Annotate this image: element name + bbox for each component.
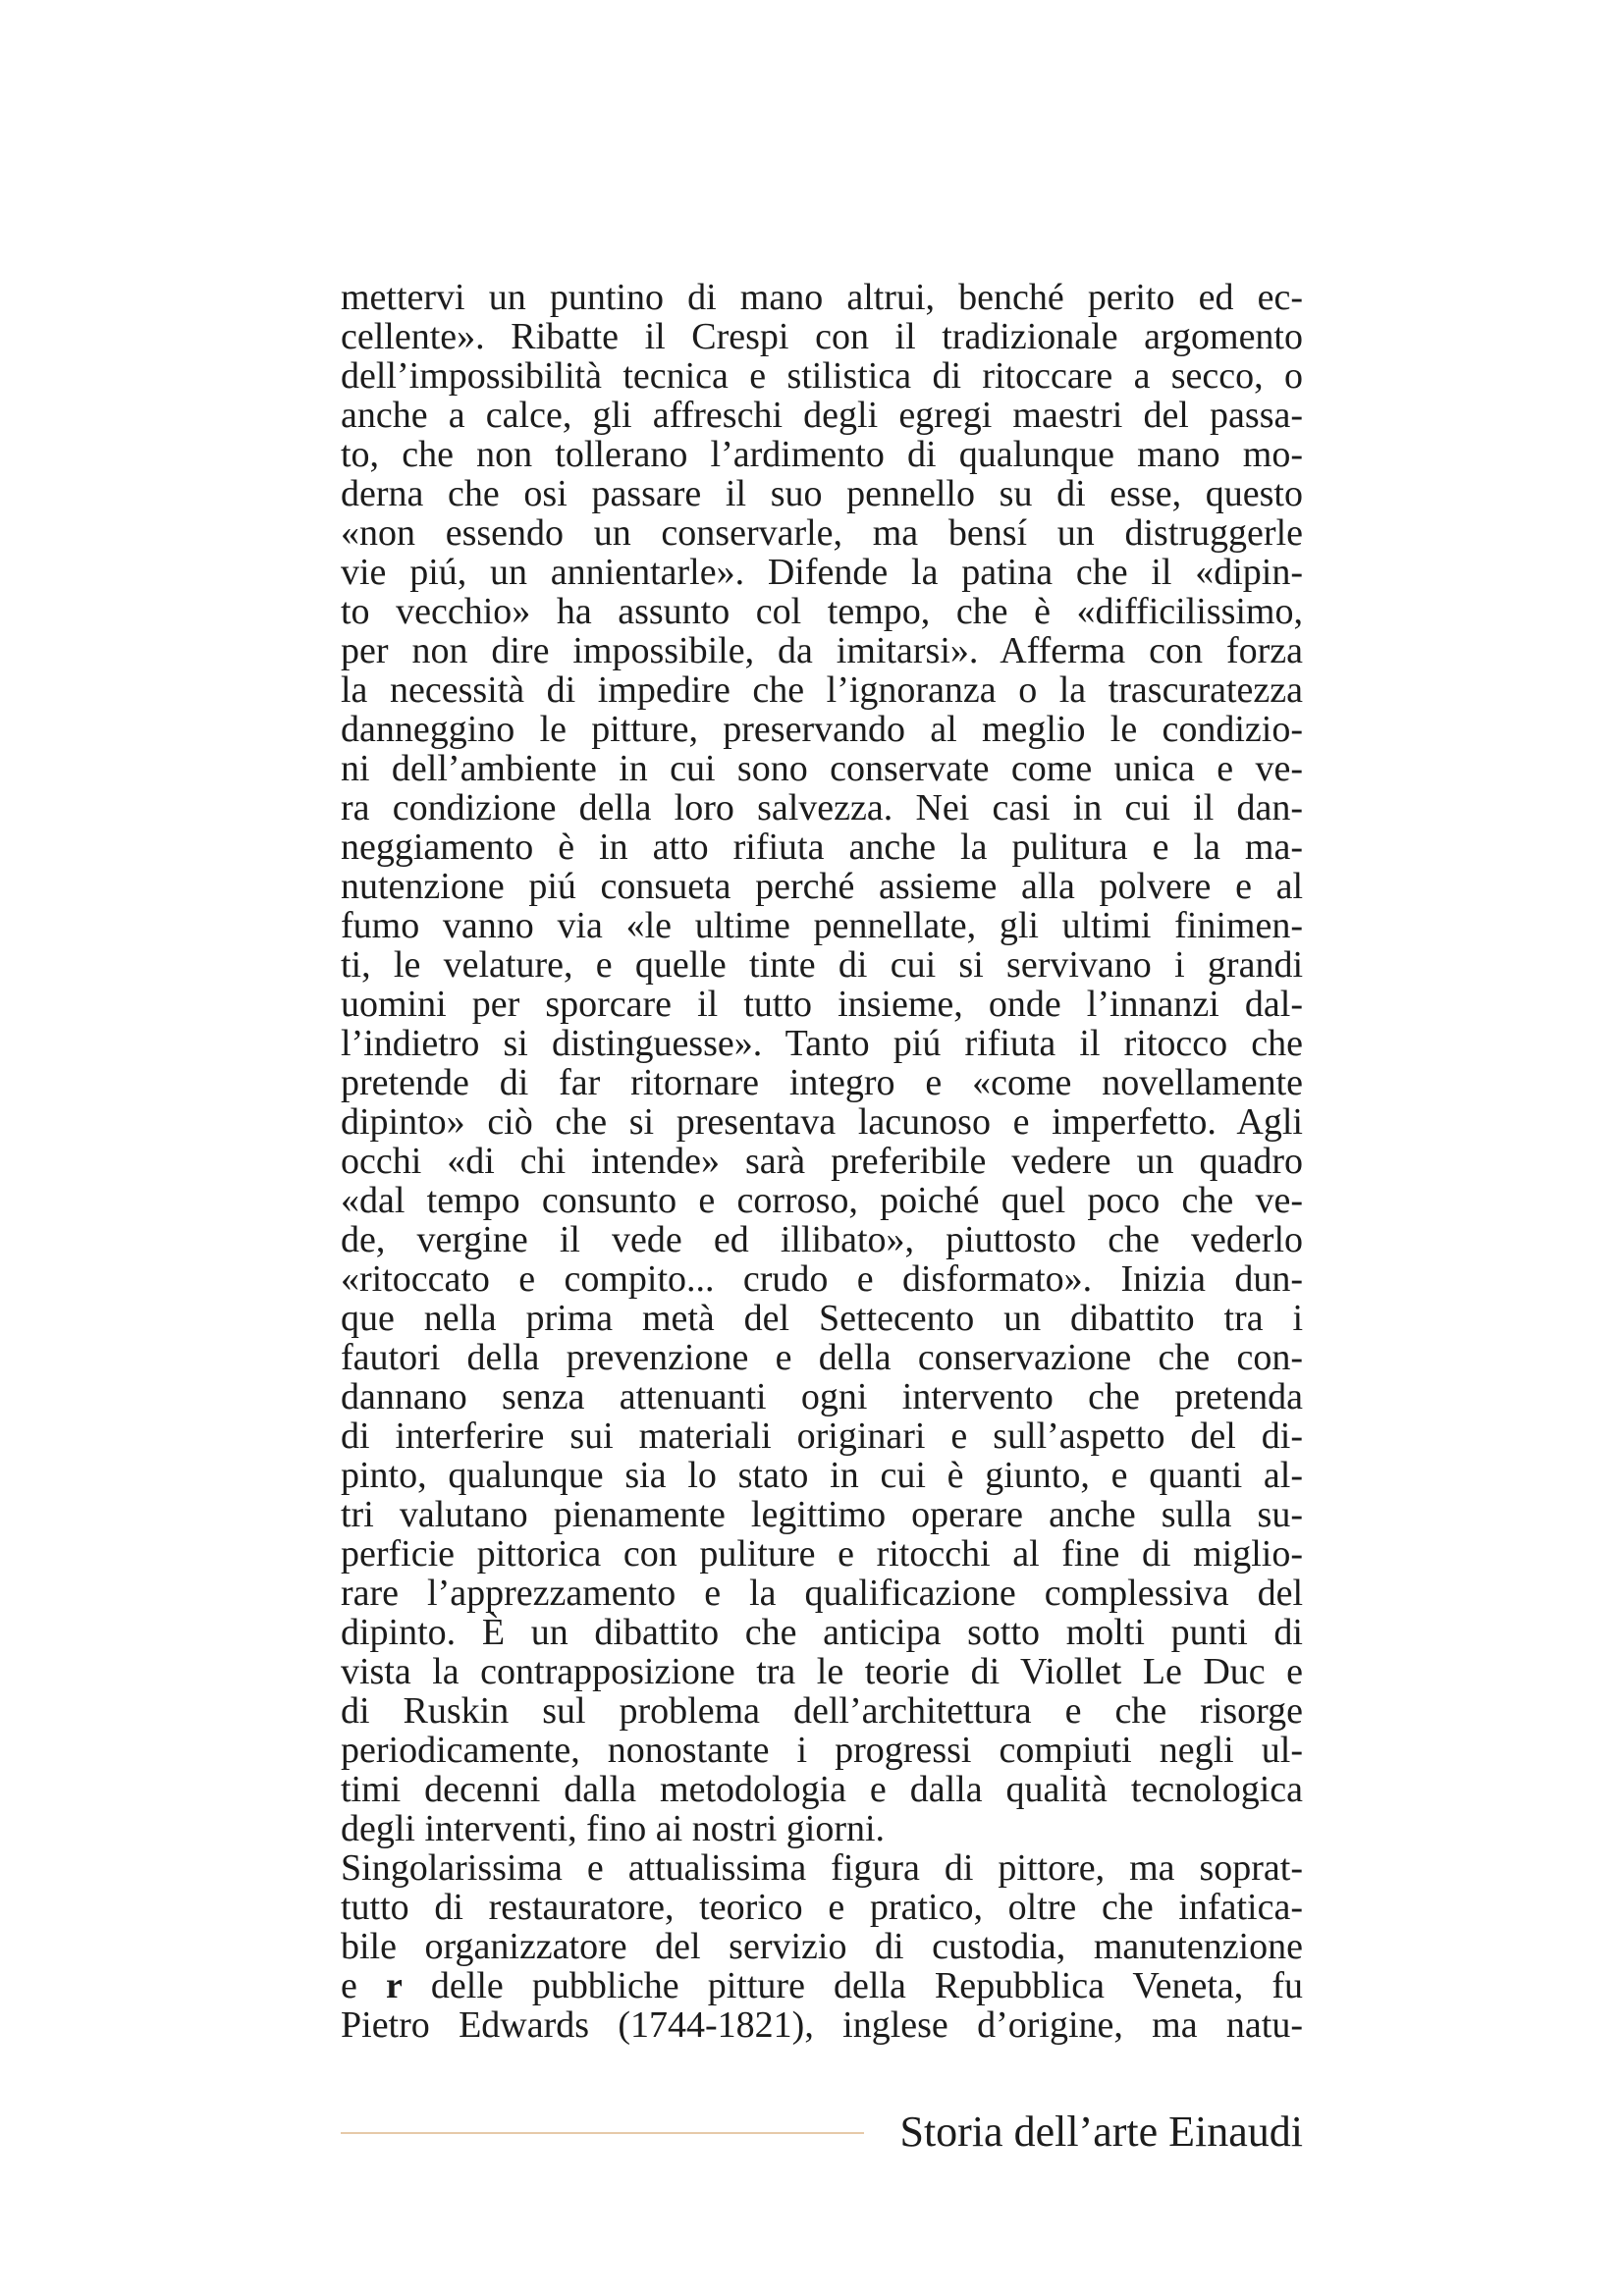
text-line: neggiamento è in atto rifiuta anche la pulitura e la ma- bbox=[341, 827, 1303, 868]
text-line: ni dell’ambiente in cui sono conservate come unica e ve- bbox=[341, 748, 1303, 789]
text-line: mettervi un puntino di mano altrui, benché perito ed ec- bbox=[341, 277, 1303, 318]
text-line: dannano senza attenuanti ogni intervento che pretenda bbox=[341, 1376, 1303, 1417]
text-line: danneggino le pitture, preservando al meglio le condizio- bbox=[341, 709, 1303, 750]
bold-letter: r bbox=[385, 1965, 403, 2006]
text-line: vista la contrapposizione tra le teorie di Viollet Le Duc e bbox=[341, 1651, 1303, 1692]
text-line: fumo vanno via «le ultime pennellate, gli ultimi finimen- bbox=[341, 905, 1303, 946]
text-line: per non dire impossibile, da imitarsi». Afferma con forza bbox=[341, 630, 1303, 671]
text-line: «non essendo un conservarle, ma bensí un distruggerle bbox=[341, 512, 1303, 554]
text-line: ti, le velature, e quelle tinte di cui si servivano i grandi bbox=[341, 944, 1303, 986]
text-line: de, vergine il vede ed illibato», piuttosto che vederlo bbox=[341, 1219, 1303, 1260]
page-footer bbox=[341, 2107, 1303, 2165]
text-line: la necessità di impedire che l’ignoranza o la trascuratezza bbox=[341, 669, 1303, 711]
footer-rule bbox=[341, 2132, 864, 2134]
text-line: di interferire sui materiali originari e sull’aspetto del di- bbox=[341, 1415, 1303, 1457]
text-line: dipinto» ciò che si presentava lacunoso e imperfetto. Agli bbox=[341, 1101, 1303, 1143]
text-line-with-bold bbox=[341, 1966, 1303, 2005]
text-line: l’indietro si distinguesse». Tanto piú rifiuta il ritocco che bbox=[341, 1023, 1303, 1064]
text-line: pinto, qualunque sia lo stato in cui è giunto, e quanti al- bbox=[341, 1455, 1303, 1496]
text-line: tri valutano pienamente legittimo operare anche sulla su- bbox=[341, 1494, 1303, 1535]
text-line: cellente». Ribatte il Crespi con il tradizionale argomento bbox=[341, 316, 1303, 357]
text-line: rare l’apprezzamento e la qualificazione complessiva del bbox=[341, 1573, 1303, 1614]
text-line: que nella prima metà del Settecento un dibattito tra i bbox=[341, 1298, 1303, 1339]
footer-title: Storia dell’arte Einaudi bbox=[899, 2108, 1303, 2156]
body-text bbox=[341, 278, 1303, 2045]
text-line: Pietro Edwards (1744-1821), inglese d’origine, ma natu- bbox=[341, 2004, 1303, 2046]
text-fragment: e bbox=[341, 1965, 386, 2006]
text-line: «dal tempo consunto e corroso, poiché quel poco che ve- bbox=[341, 1180, 1303, 1221]
text-line: anche a calce, gli affreschi degli egregi maestri del passa- bbox=[341, 395, 1303, 436]
text-line: degli interventi, fino ai nostri giorni. bbox=[341, 1808, 886, 1849]
text-line: uomini per sporcare il tutto insieme, onde l’innanzi dal- bbox=[341, 984, 1303, 1025]
text-line: vie piú, un annientarle». Difende la patina che il «dipin- bbox=[341, 552, 1303, 593]
text-line: pretende di far ritornare integro e «come novellamente bbox=[341, 1062, 1303, 1103]
text-line: «ritoccato e compito... crudo e disformato». Inizia dun- bbox=[341, 1258, 1303, 1300]
text-line: occhi «di chi intende» sarà preferibile vedere un quadro bbox=[341, 1141, 1303, 1182]
text-line: periodicamente, nonostante i progressi compiuti negli ul- bbox=[341, 1730, 1303, 1771]
text-line: bile organizzatore del servizio di custodia, manutenzione bbox=[341, 1926, 1303, 1967]
text-line: to, che non tollerano l’ardimento di qualunque mano mo- bbox=[341, 434, 1303, 475]
text-line: tutto di restauratore, teorico e pratico, oltre che infatica- bbox=[341, 1887, 1303, 1928]
text-fragment: delle pubbliche pitture della Repubblica Veneta, fu bbox=[402, 1965, 1303, 2006]
text-line: fautori della prevenzione e della conservazione che con- bbox=[341, 1337, 1303, 1378]
text-line: to vecchio» ha assunto col tempo, che è «difficilissimo, bbox=[341, 591, 1303, 632]
text-line: dipinto. È un dibattito che anticipa sotto molti punti di bbox=[341, 1612, 1303, 1653]
text-line: nutenzione piú consueta perché assieme alla polvere e al bbox=[341, 866, 1303, 907]
text-line: di Ruskin sul problema dell’architettura e che risorge bbox=[341, 1690, 1303, 1732]
text-line: ra condizione della loro salvezza. Nei casi in cui il dan- bbox=[341, 787, 1303, 828]
text-line: timi decenni dalla metodologia e dalla qualità tecnologica bbox=[341, 1769, 1303, 1810]
text-line: derna che osi passare il suo pennello su di esse, questo bbox=[341, 473, 1303, 514]
text-line: dell’impossibilità tecnica e stilistica di ritoccare a secco, o bbox=[341, 355, 1303, 397]
text-line: Singolarissima e attualissima figura di pittore, ma soprat- bbox=[341, 1847, 1303, 1889]
text-line: perficie pittorica con puliture e ritocchi al fine di miglio- bbox=[341, 1533, 1303, 1575]
